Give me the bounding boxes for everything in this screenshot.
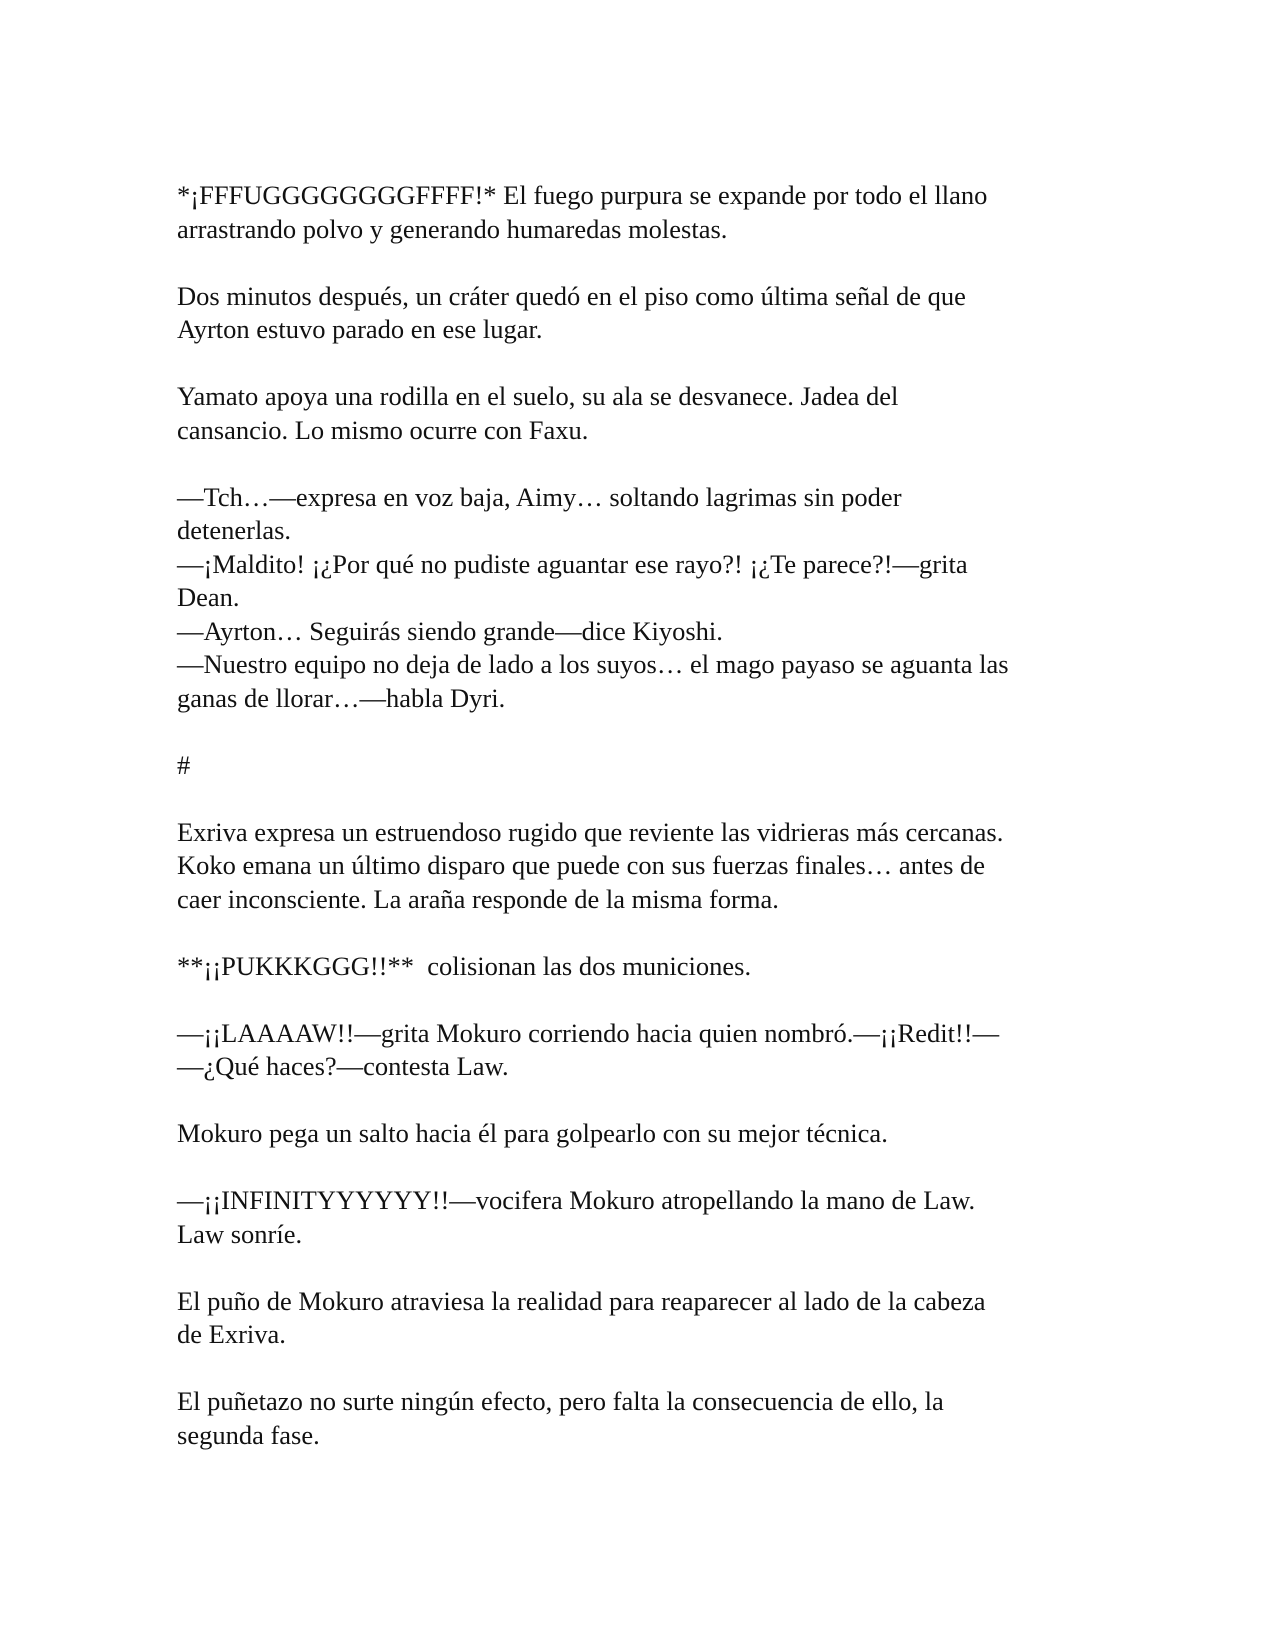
text-line: Dean. — [177, 582, 240, 612]
dialogue-block — [177, 481, 1097, 716]
paragraph-1 — [177, 179, 1097, 246]
text-line: Law sonríe. — [177, 1218, 303, 1249]
text-line: segunda fase. — [177, 1419, 320, 1450]
text-line: —Nuestro equipo no deja de lado a los suyos… el mago payaso se aguanta las — [177, 649, 1009, 679]
text-line: —Ayrton… Seguirás siendo grande—dice Kiyoshi. — [177, 615, 723, 646]
scene-break-marker: # — [177, 749, 191, 780]
paragraph-11 — [177, 1285, 1097, 1352]
paragraph-10 — [177, 1184, 1097, 1251]
paragraph-7 — [177, 950, 1097, 984]
document-body — [177, 179, 1097, 1486]
text-line: —Tch…—expresa en voz baja, Aimy… soltando lagrimas sin poder — [177, 481, 902, 512]
text-line: detenerlas. — [177, 515, 292, 545]
text-line: Mokuro pega un salto hacia él para golpearlo con su mejor técnica. — [177, 1118, 888, 1148]
text-line: ganas de llorar…—habla Dyri. — [177, 682, 506, 713]
text-line: Dos minutos después, un cráter quedó en el piso como última señal de que — [177, 280, 966, 311]
text-line: El puñetazo no surte ningún efecto, pero falta la consecuencia de ello, la — [177, 1386, 944, 1416]
paragraph-6 — [177, 816, 1097, 917]
paragraph-12 — [177, 1385, 1097, 1452]
text-line: El puño de Mokuro atraviesa la realidad para reaparecer al lado de la cabeza — [177, 1285, 986, 1316]
text-line: Ayrton estuvo parado en ese lugar. — [177, 314, 543, 344]
text-line: arrastrando polvo y generando humaredas molestas. — [177, 213, 728, 244]
paragraph-2 — [177, 280, 1097, 347]
text-line: —¡Maldito! ¡¿Por qué no pudiste aguantar ese rayo?! ¡¿Te parece?!—grita — [177, 548, 968, 579]
text-line: *¡FFFUGGGGGGGGFFFF!* El fuego purpura se expande por todo el llano — [177, 180, 988, 210]
text-line: Koko emana un último disparo que puede con sus fuerzas finales… antes de — [177, 850, 986, 880]
text-line: —¡¡INFINITYYYYYY!!—vocifera Mokuro atropellando la mano de Law. — [177, 1185, 976, 1215]
text-line: **¡¡PUKKKGGG!!** colisionan las dos municiones. — [177, 950, 752, 981]
text-line: Exriva expresa un estruendoso rugido que reviente las vidrieras más cercanas. — [177, 816, 1004, 847]
text-line: —¿Qué haces?—contesta Law. — [177, 1051, 509, 1081]
text-line: de Exriva. — [177, 1319, 286, 1349]
paragraph-3 — [177, 380, 1097, 447]
paragraph-8 — [177, 1017, 1097, 1084]
scene-break — [177, 749, 1097, 783]
text-line: cansancio. Lo mismo ocurre con Faxu. — [177, 414, 589, 445]
text-line: —¡¡LAAAAW!!—grita Mokuro corriendo hacia quien nombró.—¡¡Redit!!— — [177, 1017, 1000, 1048]
text-line: caer inconsciente. La araña responde de la misma forma. — [177, 883, 779, 914]
text-line: Yamato apoya una rodilla en el suelo, su ala se desvanece. Jadea del — [177, 381, 899, 411]
paragraph-9 — [177, 1117, 1097, 1151]
